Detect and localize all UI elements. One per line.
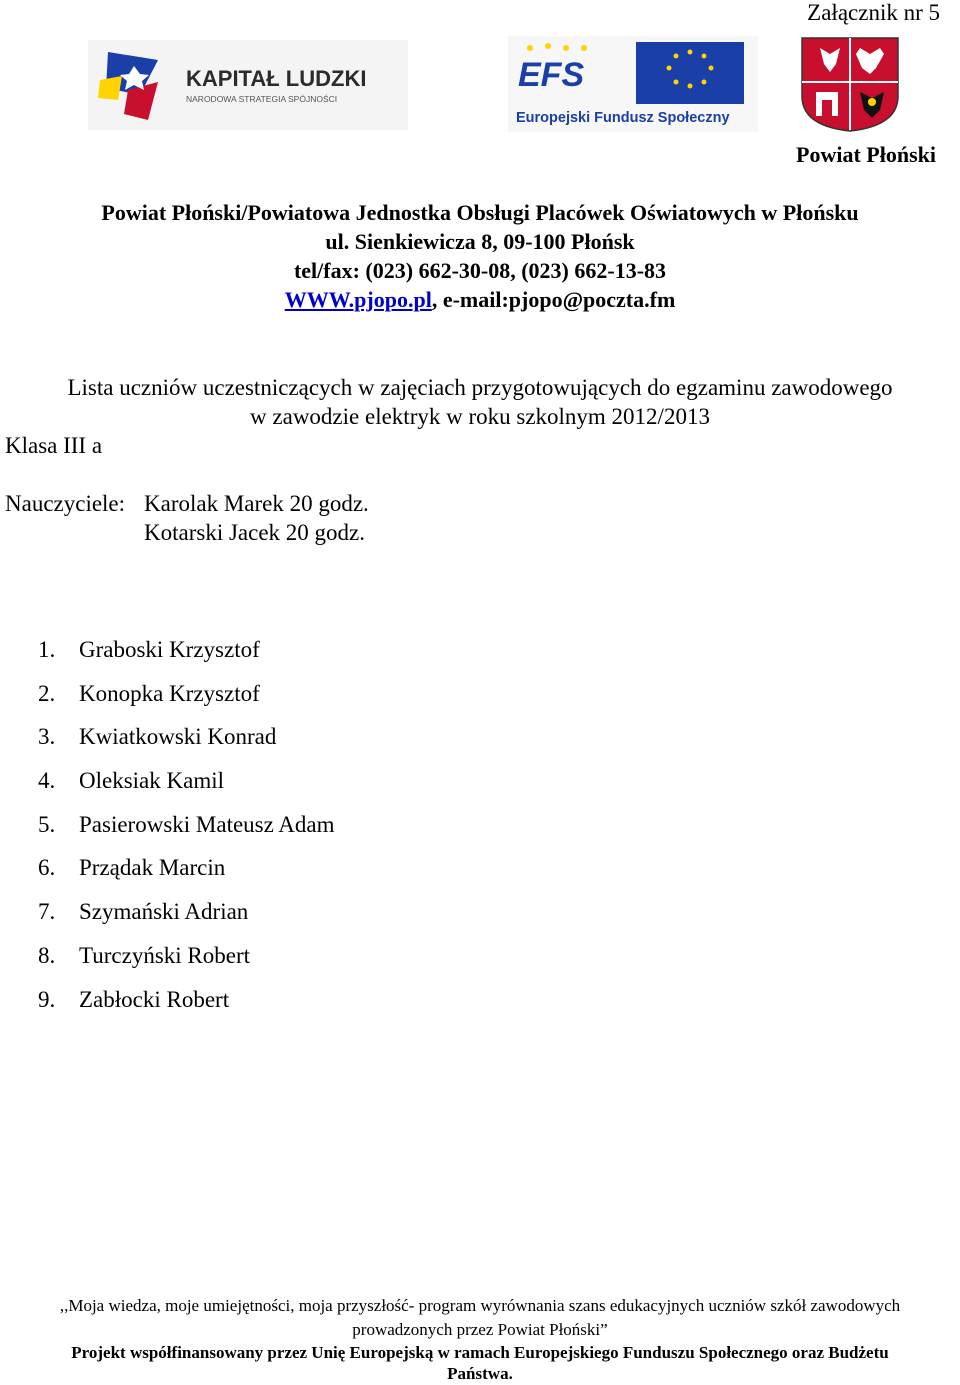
list-item <box>38 890 335 934</box>
footer-funding-note-end: Państwa. <box>447 1364 513 1383</box>
list-item <box>38 934 335 978</box>
list-item <box>38 803 335 847</box>
institution-phone: tel/fax: (023) 662-30-08, (023) 662-13-83 <box>293 258 667 283</box>
email-text: , e-mail:pjopo@poczta.fm <box>431 287 676 312</box>
list-item <box>38 846 335 890</box>
kapital-ludzki-subtext: NARODOWA STRATEGIA SPÓJNOŚCI <box>186 94 338 104</box>
institution-street: ul. Sienkiewicza 8, 09-100 Płońsk <box>325 229 635 254</box>
efs-subtext: Europejski Fundusz Społeczny <box>516 110 730 126</box>
list-item-number: 7. <box>38 899 56 925</box>
institution-web-email <box>0 287 960 313</box>
institution-name: Powiat Płoński/Powiatowa Jednostka Obsługi Placówek Oświatowych w Płońsku <box>101 200 859 225</box>
annex-label: Załącznik nr 5 <box>807 0 940 25</box>
list-item-number: 4. <box>38 768 56 794</box>
student-name: Prządak Marcin <box>79 855 226 881</box>
teachers-label: Nauczyciele: <box>5 491 126 516</box>
website-link[interactable]: WWW.pjopo.pl <box>284 287 432 312</box>
efs-text: EFS <box>518 56 585 94</box>
student-name: Szymański Adrian <box>79 899 249 925</box>
student-name: Kwiatkowski Konrad <box>79 724 277 750</box>
list-item <box>38 628 335 672</box>
list-item-number: 1. <box>38 637 56 662</box>
list-item-number: 3. <box>38 724 56 750</box>
document-subtitle: w zawodzie elektryk w roku szkolnym 2012/2013 <box>250 404 710 429</box>
student-name: Pasierowski Mateusz Adam <box>79 811 335 837</box>
list-item-number: 6. <box>38 855 56 881</box>
student-name: Oleksiak Kamil <box>79 768 224 794</box>
list-item <box>38 672 335 716</box>
footer-funding-note: Projekt współfinansowany przez Unię Europejską w ramach Europejskiego Funduszu Społecznego oraz Budżetu <box>71 1343 889 1362</box>
list-item <box>38 759 335 803</box>
student-name: Graboski Krzysztof <box>79 637 260 662</box>
list-item-number: 8. <box>38 942 56 968</box>
student-name: Konopka Krzysztof <box>79 680 260 706</box>
teacher-item: Karolak Marek 20 godz. <box>144 491 369 516</box>
footer-program-owner: prowadzonych przez Powiat Płoński” <box>352 1320 608 1339</box>
document-title: Lista uczniów uczestniczących w zajęciach przygotowujących do egzaminu zawodowego <box>67 375 893 400</box>
kapital-ludzki-text: KAPITAŁ LUDZKI <box>186 66 367 91</box>
list-item-number: 2. <box>38 680 56 706</box>
list-item <box>38 978 335 1022</box>
coat-of-arms-icon <box>798 36 902 132</box>
student-name: Turczyński Robert <box>79 942 251 968</box>
student-list <box>38 628 335 1021</box>
county-label: Powiat Płoński <box>796 142 936 167</box>
list-item-number: 5. <box>38 811 56 837</box>
class-label: Klasa III a <box>5 433 103 458</box>
list-item <box>38 715 335 759</box>
list-item-number: 9. <box>38 986 56 1012</box>
efs-logo <box>508 36 758 132</box>
kapital-ludzki-logo <box>88 40 408 130</box>
student-name: Zabłocki Robert <box>79 986 230 1012</box>
footer-program-name: ,,Moja wiedza, moje umiejętności, moja przyszłość- program wyrównania szans edukacyjnych uczniów szkół zawodowych <box>59 1296 901 1315</box>
teacher-item: Kotarski Jacek 20 godz. <box>144 520 365 545</box>
